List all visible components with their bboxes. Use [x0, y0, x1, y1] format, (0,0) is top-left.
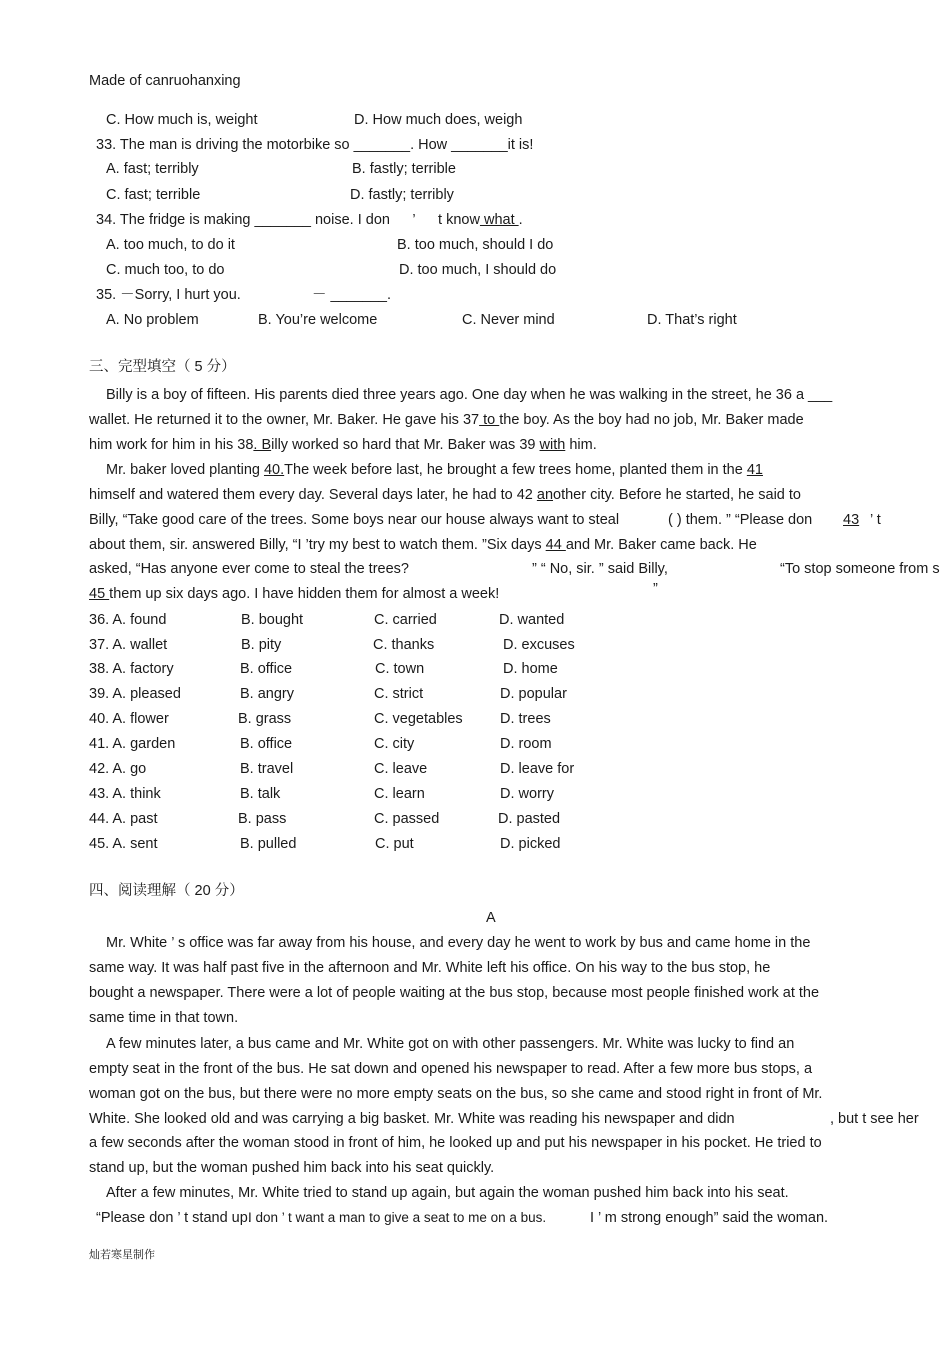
cloze-text: them up six days ago. I have hidden them for almost a week!	[109, 586, 500, 602]
cloze-text: him.	[565, 437, 597, 453]
cloze-option-row	[500, 760, 574, 778]
reading-passage-line: , but t see her	[830, 1111, 919, 1127]
question-34	[96, 211, 523, 229]
cloze-passage-line	[89, 486, 801, 504]
cloze-heading	[89, 358, 236, 376]
question-34-option-b: B. too much, should I do	[397, 237, 554, 253]
option-a: 41. A. garden	[89, 736, 176, 752]
question-33-option-b: B. fastly; terrible	[352, 161, 456, 177]
question-35-option-c: C. Never mind	[462, 312, 555, 328]
cloze-passage-line	[89, 411, 804, 429]
reading-passage-line: same time in that town.	[89, 1010, 239, 1026]
cloze-underlined: . B	[253, 437, 272, 453]
option-d: D. room	[500, 736, 552, 752]
cloze-text: the boy. As the boy had no job, Mr. Baker made	[499, 412, 804, 428]
question-35-option-a: A. No problem	[106, 312, 199, 328]
cloze-passage-line: ”	[653, 581, 658, 597]
cloze-option-row	[374, 685, 423, 703]
option-b: B. pity	[241, 637, 282, 653]
option-d: D. pasted	[498, 811, 561, 827]
question-34-apostrophe-gap: ’	[412, 212, 416, 228]
question-33-option-a: A. fast; terribly	[106, 161, 199, 177]
cloze-blank-43: 43	[843, 512, 860, 528]
question-34-end: .	[518, 212, 523, 228]
option-b: B. angry	[240, 686, 294, 702]
reading-section-label: A	[486, 910, 496, 926]
cloze-option-row	[498, 810, 560, 828]
cloze-option-row	[238, 810, 286, 828]
page-header: Made of canruohanxing	[89, 73, 241, 89]
reading-passage-line: After a few minutes, Mr. White tried to stand up again, but again the woman pushed him back into his seat.	[106, 1185, 789, 1201]
cloze-option-row	[238, 710, 291, 728]
option-b: B. pass	[238, 811, 287, 827]
cloze-option-row	[500, 835, 560, 853]
reading-passage-line: stand up, but the woman pushed him back into his seat quickly.	[89, 1160, 495, 1176]
cloze-option-row	[89, 611, 166, 629]
cloze-underlined: an	[536, 487, 554, 503]
option-a: 44. A. past	[89, 811, 158, 827]
cloze-option-row	[241, 611, 303, 629]
option-c: C. town	[375, 661, 425, 677]
cloze-option-row	[89, 785, 161, 803]
reading-passage-line: bought a newspaper. There were a lot of people waiting at the bus stop, because most people finished work at the	[89, 985, 820, 1001]
cloze-underlined: 44	[545, 537, 566, 553]
cloze-option-row	[240, 835, 296, 853]
option-c: C. passed	[374, 811, 440, 827]
reading-passage-line: same way. It was half past five in the afternoon and Mr. White left his office. On his way to the bus stop, he	[89, 960, 771, 976]
question-34-option-a: A. too much, to do it	[106, 237, 235, 253]
option-c: C. city	[374, 736, 415, 752]
cloze-passage-line	[89, 536, 757, 554]
option-b: B. office	[240, 661, 293, 677]
cloze-underlined: to	[479, 412, 500, 428]
option-b: B. pulled	[240, 836, 297, 852]
option-d: D. wanted	[499, 612, 565, 628]
cloze-option-row	[89, 636, 167, 654]
cloze-text: illy worked so hard that Mr. Baker was 39	[271, 437, 540, 453]
option-b: B. bought	[241, 612, 304, 628]
reading-passage-line: a few seconds after the woman stood in front of him, he looked up and put his newspaper in his pocket. He tried to	[89, 1135, 822, 1151]
question-33-option-c: C. fast; terrible	[106, 187, 201, 203]
cloze-option-row	[89, 660, 174, 678]
cloze-underlined: 40.	[263, 462, 285, 478]
cloze-option-row	[240, 660, 292, 678]
option-d: D. picked	[500, 836, 561, 852]
option-d: D. leave for	[500, 761, 575, 777]
question-34-option-d: D. too much, I should do	[399, 262, 557, 278]
question-35-option-b: B. You’re welcome	[258, 312, 378, 328]
reading-passage-line: woman got on the bus, but there were no more empty seats on the bus, so she came and stood right in front of Mr.	[89, 1086, 823, 1102]
option-a: 39. A. pleased	[89, 686, 181, 702]
option-c: C. thanks	[373, 637, 435, 653]
cloze-option-row	[499, 611, 564, 629]
question-34-text: 34. The fridge is making _______ noise. I don	[96, 212, 390, 228]
cloze-passage-line	[106, 461, 763, 479]
cloze-option-row	[241, 636, 281, 654]
cloze-option-row	[89, 685, 181, 703]
reading-passage-line: White. She looked old and was carrying a big basket. Mr. White was reading his newspaper and didn	[89, 1111, 735, 1127]
cloze-passage-line	[89, 585, 499, 603]
option-a: 45. A. sent	[89, 836, 158, 852]
cloze-passage-line: ’ t	[870, 512, 881, 528]
reading-heading	[89, 882, 244, 900]
option-d: D. popular	[500, 686, 567, 702]
cloze-option-row	[89, 760, 146, 778]
cloze-underlined: 45	[89, 586, 110, 602]
option-d: D. excuses	[503, 637, 575, 653]
cloze-option-row	[500, 785, 554, 803]
option-c: C. put	[375, 836, 414, 852]
cloze-text: about them, sir. answered Billy, “I ’try my best to watch them. ”Six days	[89, 537, 546, 553]
cloze-option-row	[89, 835, 158, 853]
question-35: 35. －Sorry, I hurt you.	[96, 287, 241, 303]
cloze-option-row	[89, 710, 169, 728]
option-d: D. worry	[500, 786, 554, 802]
option-a: 37. A. wallet	[89, 637, 168, 653]
cloze-option-row	[374, 735, 414, 753]
cloze-passage-line: “To stop someone from s	[780, 561, 940, 577]
cloze-passage-line: asked, “Has anyone ever come to steal the trees?	[89, 561, 409, 577]
cloze-passage-line	[89, 436, 597, 454]
reading-heading-score: 20 分）	[194, 883, 244, 899]
question-32-option-c: C. How much is, weight	[106, 112, 258, 128]
cloze-text: Mr. baker loved planting	[106, 462, 264, 478]
cloze-option-row	[373, 636, 434, 654]
option-a: 36. A. found	[89, 612, 167, 628]
cloze-passage-line: Billy is a boy of fifteen. His parents died three years ago. One day when he was walking in the street, he 36 a ___	[106, 387, 833, 403]
option-b: B. office	[240, 736, 293, 752]
option-a: 40. A. flower	[89, 711, 169, 727]
cloze-underlined: with	[539, 437, 566, 453]
cloze-option-row	[500, 685, 567, 703]
option-d: D. home	[503, 661, 558, 677]
option-c: C. vegetables	[374, 711, 463, 727]
cloze-text: other city. Before he started, he said to	[553, 487, 801, 503]
cloze-option-row	[240, 685, 294, 703]
cloze-text: The week before last, he brought a few trees home, planted them in the	[284, 462, 747, 478]
option-b: B. travel	[240, 761, 294, 777]
question-33-option-d: D. fastly; terribly	[350, 187, 454, 203]
cloze-option-row	[500, 710, 551, 728]
cloze-text: and Mr. Baker came back. He	[565, 537, 757, 553]
reading-passage-line: Mr. White ’ s office was far away from his house, and every day he went to work by bus and came home in the	[106, 935, 811, 951]
question-34-option-c: C. much too, to do	[106, 262, 225, 278]
option-a: 43. A. think	[89, 786, 161, 802]
cloze-option-row	[375, 835, 414, 853]
reading-passage-line: I ’ m strong enough” said the woman.	[590, 1210, 829, 1226]
cloze-option-row	[374, 611, 437, 629]
option-c: C. leave	[374, 761, 428, 777]
reading-passage-line: empty seat in the front of the bus. He sat down and opened his newspaper to read. After a few more bus stops, a	[89, 1061, 813, 1077]
cloze-option-row	[500, 735, 552, 753]
cloze-underlined: 41	[746, 462, 763, 478]
cloze-heading-score: 5 分）	[194, 359, 236, 375]
question-33: 33. The man is driving the motorbike so _______. How _______it is!	[96, 137, 534, 153]
option-a: 42. A. go	[89, 761, 147, 777]
cloze-option-row	[89, 735, 175, 753]
cloze-text: himself and watered them every day. Several days later, he had to 42	[89, 487, 537, 503]
question-34-text-2: t know	[438, 212, 480, 228]
cloze-option-row	[503, 660, 558, 678]
reading-passage-line: A few minutes later, a bus came and Mr. White got on with other passengers. Mr. White was lucky to find an	[106, 1036, 795, 1052]
cloze-option-row	[240, 785, 280, 803]
cloze-text: him work for him in his 38	[89, 437, 254, 453]
cloze-passage-line: ( ) them. ” “Please don	[668, 512, 813, 528]
cloze-option-row	[240, 760, 293, 778]
cloze-passage-line: Billy, “Take good care of the trees. Some boys near our house always want to steal	[89, 512, 620, 528]
page-footer: 灿若寒星制作	[89, 1248, 155, 1261]
cloze-option-row	[503, 636, 575, 654]
cloze-option-row	[240, 735, 292, 753]
cloze-option-row	[374, 810, 439, 828]
question-35-reply: － _______.	[312, 287, 392, 303]
option-c: C. carried	[374, 612, 437, 628]
question-35-option-d: D. That’s right	[647, 312, 737, 328]
option-b: B. talk	[240, 786, 281, 802]
cloze-text: wallet. He returned it to the owner, Mr. Baker. He gave his 37	[89, 412, 480, 428]
option-b: B. grass	[238, 711, 292, 727]
question-34-underlined: what	[479, 212, 519, 228]
cloze-option-row	[375, 660, 424, 678]
option-d: D. trees	[500, 711, 551, 727]
cloze-option-row	[374, 710, 463, 728]
option-a: 38. A. factory	[89, 661, 174, 677]
option-c: C. learn	[374, 786, 425, 802]
cloze-heading-cn: 三、完型填空（	[89, 359, 191, 375]
option-c: C. strict	[374, 686, 424, 702]
reading-passage-line: I don ’ t want a man to give a seat to me on a bus.	[248, 1210, 547, 1225]
reading-heading-cn: 四、阅读理解（	[89, 883, 191, 899]
cloze-option-row	[89, 810, 158, 828]
reading-passage-line: “Please don ’ t stand up.	[96, 1210, 252, 1226]
cloze-option-row	[374, 760, 427, 778]
question-32-option-d: D. How much does, weigh	[354, 112, 523, 128]
cloze-option-row	[374, 785, 425, 803]
cloze-passage-line: ” “ No, sir. ” said Billy,	[532, 561, 668, 577]
